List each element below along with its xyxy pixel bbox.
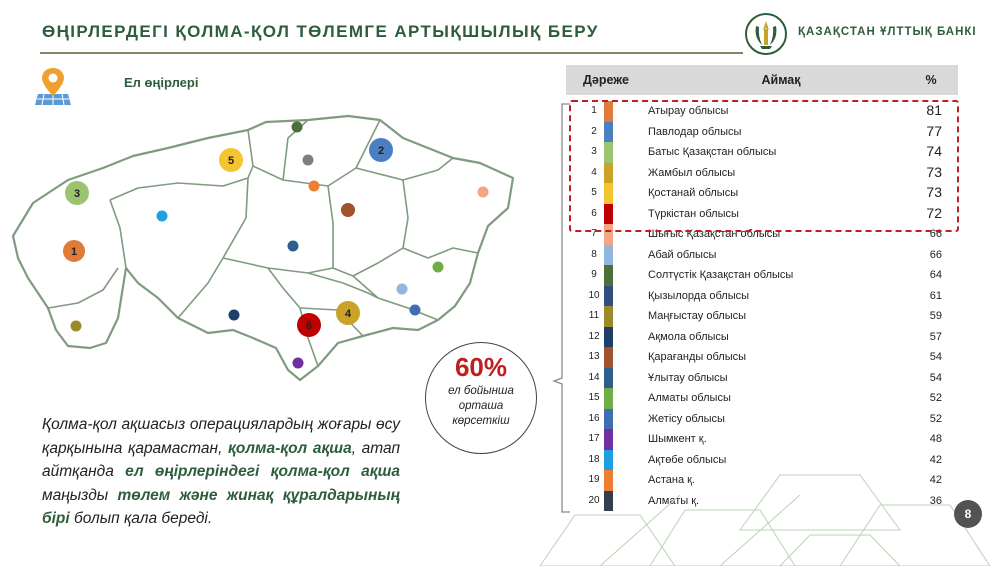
row-rank: 9	[591, 269, 597, 280]
table-row	[566, 388, 958, 409]
row-region: Түркістан облысы	[648, 207, 739, 220]
row-rank: 20	[588, 494, 600, 506]
row-percent: 61	[929, 289, 942, 302]
table-row	[566, 409, 958, 430]
row-region: Абай облысы	[648, 248, 717, 261]
row-region: Жетісу облысы	[648, 412, 725, 425]
header-rank: Дәреже	[583, 73, 629, 87]
row-color-swatch	[604, 347, 613, 368]
row-color-swatch	[604, 245, 613, 266]
row-percent: 73	[926, 184, 942, 200]
row-percent: 42	[929, 474, 942, 486]
row-color-swatch	[604, 327, 613, 348]
marker-label-1: 1	[70, 246, 78, 258]
row-rank: 7	[591, 228, 597, 239]
row-percent: 77	[926, 122, 942, 139]
table-row	[566, 265, 958, 286]
row-percent: 54	[929, 351, 942, 363]
row-rank: 18	[588, 453, 600, 465]
body-text	[42, 413, 400, 531]
body-text-highlight2: ел өңірлеріндегі қолма-қол ақша	[125, 463, 400, 480]
row-region: Шымкент қ.	[648, 433, 707, 445]
row-rank: 13	[588, 351, 600, 362]
body-text-highlight1: қолма-қол ақша	[228, 439, 352, 457]
row-rank: 6	[591, 207, 597, 219]
marker-label-2: 2	[377, 145, 385, 157]
row-region: Қызылорда облысы	[648, 289, 750, 302]
top-six-highlight	[569, 100, 959, 232]
row-color-swatch	[604, 368, 613, 389]
row-percent: 52	[929, 392, 942, 404]
row-rank: 14	[588, 371, 600, 383]
row-color-swatch	[604, 265, 613, 286]
row-region: Ақмола облысы	[648, 330, 729, 343]
national-average-caption-3: көрсеткіш	[452, 415, 510, 427]
row-percent: 57	[929, 330, 942, 343]
table-row	[566, 245, 958, 266]
body-text-part1: Қолма-қол ақшасыз операциялардың жоғары өсу қарқынына қарамастан,	[42, 416, 400, 457]
row-percent: 52	[929, 412, 942, 425]
row-color-swatch	[604, 409, 613, 430]
row-color-swatch	[604, 286, 613, 307]
table-row	[566, 429, 958, 450]
row-color-swatch	[604, 306, 613, 327]
row-percent: 74	[926, 143, 942, 159]
row-color-swatch	[604, 388, 613, 409]
row-rank: 1	[591, 105, 597, 116]
table-header	[566, 65, 958, 95]
row-region: Атырау облысы	[648, 105, 729, 117]
row-region: Маңғыстау облысы	[648, 310, 747, 322]
row-percent: 36	[929, 494, 942, 507]
row-region: Павлодар облысы	[648, 125, 742, 138]
title-underline	[40, 52, 743, 54]
table-row	[566, 327, 958, 348]
row-rank: 19	[588, 474, 600, 485]
decorative-pattern	[480, 455, 1000, 566]
row-percent: 59	[929, 310, 942, 322]
row-region: Шығыс Қазақстан облысы	[648, 228, 781, 240]
bank-name: ҚАЗАҚСТАН ҰЛТТЫҚ БАНКІ	[798, 26, 977, 38]
row-percent: 48	[929, 433, 942, 445]
row-rank: 8	[591, 248, 597, 260]
national-average-circle	[425, 342, 537, 454]
row-rank: 10	[588, 289, 600, 301]
row-percent: 66	[929, 228, 942, 240]
row-rank: 2	[591, 125, 597, 137]
marker-label-4: 4	[344, 308, 352, 320]
marker-label-3: 3	[73, 188, 81, 200]
table-row	[566, 286, 958, 307]
row-percent: 54	[929, 371, 942, 384]
row-percent: 73	[926, 163, 942, 180]
row-region: Солтүстік Қазақстан облысы	[648, 269, 794, 281]
row-region: Астана қ.	[648, 474, 695, 486]
map-title: Ел өңірлері	[124, 75, 199, 90]
row-region: Қостанай облысы	[648, 187, 739, 199]
row-region: Батыс Қазақстан облысы	[648, 146, 777, 158]
body-text-part2: , атап айтқанда	[42, 439, 400, 480]
page-number-badge: 8	[954, 500, 982, 528]
marker-label-6: 6	[305, 320, 313, 332]
row-region: Ақтөбе облысы	[648, 453, 727, 466]
row-percent: 42	[929, 453, 942, 466]
bank-emblem-icon	[744, 12, 788, 56]
row-percent: 64	[929, 269, 942, 281]
row-rank: 4	[591, 166, 597, 178]
body-text-part4: болып қала береді.	[69, 510, 213, 527]
row-rank: 16	[588, 412, 600, 424]
page-title: ӨҢІРЛЕРДЕГІ ҚОЛМА-ҚОЛ ТӨЛЕМГЕ АРТЫҚШЫЛЫҚ БЕРУ	[42, 22, 599, 41]
national-average-caption-2: орташа	[458, 400, 504, 412]
row-region: Ұлытау облысы	[648, 371, 728, 384]
table-row	[566, 306, 958, 327]
table-row	[566, 347, 958, 368]
national-average-caption-1: ел бойынша	[448, 385, 514, 397]
table-row	[566, 368, 958, 389]
body-text-highlight3: төлем және жинақ құралдарының бірі	[42, 486, 400, 527]
row-percent: 81	[926, 102, 942, 118]
row-region: Алматы қ.	[648, 494, 700, 507]
row-rank: 5	[591, 187, 597, 198]
map-pin-icon	[35, 66, 71, 106]
row-percent: 66	[929, 248, 942, 261]
row-region: Жамбыл облысы	[648, 166, 736, 179]
header-region: Аймақ	[761, 73, 801, 87]
row-rank: 3	[591, 146, 597, 157]
body-text-part3: маңызды	[42, 486, 118, 504]
row-region: Алматы облысы	[648, 392, 731, 404]
header-percent: %	[925, 73, 937, 87]
row-rank: 12	[588, 330, 600, 342]
row-color-swatch	[604, 429, 613, 450]
row-rank: 15	[588, 392, 600, 403]
national-average-value: 60%	[454, 352, 508, 382]
marker-label-5: 5	[227, 155, 235, 167]
row-percent: 72	[926, 204, 942, 221]
row-region: Қарағанды облысы	[648, 351, 747, 363]
row-rank: 17	[588, 433, 600, 444]
row-rank: 11	[588, 310, 600, 321]
